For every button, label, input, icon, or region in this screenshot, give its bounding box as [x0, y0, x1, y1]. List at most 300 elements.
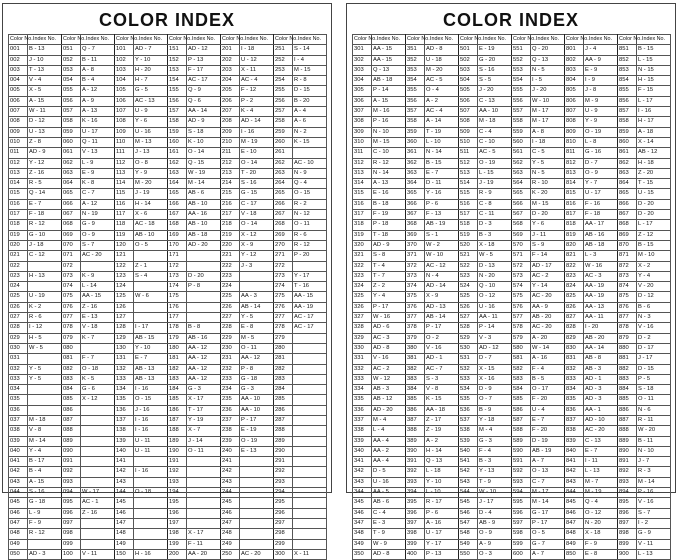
color-number-cell: 803 — [565, 65, 584, 75]
index-number-cell: M - 7 — [584, 477, 618, 487]
color-number-cell: 155 — [168, 86, 187, 96]
index-number-cell: K - 8 — [81, 179, 115, 189]
color-number-cell: 226 — [221, 302, 240, 312]
index-number-cell — [134, 518, 168, 528]
color-number-cell: 170 — [168, 240, 187, 250]
index-number-cell: Y - 7 — [584, 179, 618, 189]
index-number-cell: J - 8 — [584, 86, 618, 96]
index-number-cell: A - 14 — [425, 117, 459, 127]
index-number-cell: X - 9 — [240, 240, 274, 250]
index-number-cell — [187, 313, 221, 323]
color-number-cell: 004 — [9, 76, 28, 86]
table-row — [353, 251, 671, 261]
color-number-cell: 208 — [221, 117, 240, 127]
color-number-cell: 899 — [618, 539, 637, 549]
index-number-cell: A - 13 — [372, 179, 406, 189]
color-number-cell: 126 — [115, 302, 134, 312]
index-number-cell: Q - 9 — [187, 86, 221, 96]
index-number-cell: T - 16 — [293, 282, 327, 292]
color-number-cell: 061 — [62, 148, 81, 158]
color-number-cell: 302 — [353, 55, 372, 65]
color-number-cell: 253 — [274, 65, 293, 75]
index-number-cell: M - 4 — [372, 415, 406, 425]
index-number-cell: V - 4 — [28, 76, 62, 86]
color-number-cell: 050 — [9, 549, 28, 559]
index-number-cell: W - 6 — [134, 292, 168, 302]
table-row — [9, 333, 327, 343]
index-number-cell: U - 12 — [240, 55, 274, 65]
color-number-cell: 144 — [115, 488, 134, 498]
index-number-cell: O - 18 — [81, 364, 115, 374]
color-number-cell: 581 — [512, 354, 531, 364]
color-number-cell: 590 — [512, 446, 531, 456]
index-number-cell: O - 19 — [478, 158, 512, 168]
index-number-cell: AB - 14 — [240, 302, 274, 312]
index-number-cell: AD - 1 — [584, 374, 618, 384]
color-number-cell: 122 — [115, 261, 134, 271]
index-number-cell: W - 19 — [187, 168, 221, 178]
table-row — [9, 498, 327, 508]
color-number-cell: 011 — [9, 148, 28, 158]
color-number-cell: 537 — [459, 415, 478, 425]
index-number-cell: A - 2 — [425, 436, 459, 446]
color-number-cell: 020 — [9, 240, 28, 250]
index-number-cell: J - 10 — [28, 55, 62, 65]
color-number-cell: 188 — [168, 426, 187, 436]
index-number-cell: M - 13 — [134, 137, 168, 147]
color-number-cell: 323 — [353, 271, 372, 281]
index-number-cell — [293, 385, 327, 395]
color-number-cell: 169 — [168, 230, 187, 240]
color-number-cell: 294 — [274, 488, 293, 498]
color-number-cell: 022 — [9, 261, 28, 271]
color-number-cell: 331 — [353, 354, 372, 364]
index-number-cell: X - 5 — [28, 86, 62, 96]
color-number-cell: 298 — [274, 529, 293, 539]
color-number-cell: 095 — [62, 498, 81, 508]
color-number-cell: 318 — [353, 220, 372, 230]
index-number-cell: AD - 3 — [584, 385, 618, 395]
table-row — [353, 539, 671, 549]
index-number-cell: X - 7 — [187, 426, 221, 436]
color-number-cell: 897 — [618, 518, 637, 528]
color-number-cell: 846 — [565, 508, 584, 518]
color-number-cell: 289 — [274, 436, 293, 446]
index-number-cell: O - 11 — [240, 343, 274, 353]
table-row — [353, 498, 671, 508]
index-number-cell: G - 17 — [531, 508, 565, 518]
color-number-cell: 063 — [62, 168, 81, 178]
index-number-cell: K - 20 — [531, 189, 565, 199]
right-page — [346, 3, 676, 557]
color-number-cell: 877 — [618, 313, 637, 323]
index-number-cell: A - 9 — [478, 539, 512, 549]
index-number-cell: AD - 10 — [584, 415, 618, 425]
index-number-cell: Y - 9 — [584, 117, 618, 127]
color-number-cell: 268 — [274, 220, 293, 230]
index-number-cell: I - 20 — [584, 323, 618, 333]
color-number-cell: 242 — [221, 467, 240, 477]
table-row — [353, 107, 671, 117]
color-number-cell: 531 — [459, 354, 478, 364]
index-number-cell: P - 6 — [425, 508, 459, 518]
color-number-cell: 304 — [353, 76, 372, 86]
color-number-cell: 112 — [115, 158, 134, 168]
index-number-cell: D - 20 — [531, 210, 565, 220]
table-row — [9, 436, 327, 446]
index-number-cell: V - 11 — [81, 549, 115, 559]
color-number-cell: 080 — [62, 343, 81, 353]
index-number-cell: AD - 8 — [425, 45, 459, 55]
index-number-cell: E - 9 — [584, 65, 618, 75]
table-row — [9, 488, 327, 498]
color-number-cell: 026 — [9, 302, 28, 312]
color-number-cell: 198 — [168, 529, 187, 539]
index-number-cell: P - 17 — [372, 302, 406, 312]
index-number-cell: E - 7 — [584, 446, 618, 456]
color-number-cell: 282 — [274, 364, 293, 374]
color-number-cell: 174 — [168, 282, 187, 292]
table-row — [353, 137, 671, 147]
index-number-cell: G - 16 — [584, 148, 618, 158]
color-number-cell: 040 — [9, 446, 28, 456]
index-number-cell: AA - 12 — [187, 343, 221, 353]
index-number-cell: AD - 14 — [425, 282, 459, 292]
index-number-cell: AA - 14 — [584, 343, 618, 353]
index-number-cell: AC - 20 — [584, 426, 618, 436]
index-number-cell: L - 15 — [478, 168, 512, 178]
color-number-cell: 891 — [618, 457, 637, 467]
index-number-cell: R - 12 — [28, 220, 62, 230]
color-number-cell: 337 — [353, 415, 372, 425]
index-number-cell: G - 18 — [240, 374, 274, 384]
index-number-cell: AD - 20 — [187, 240, 221, 250]
color-number-cell: 546 — [459, 508, 478, 518]
index-number-cell: A - 2 — [425, 96, 459, 106]
index-number-cell: L - 14 — [81, 282, 115, 292]
index-number-cell: Q - 10 — [478, 282, 512, 292]
color-number-cell: 356 — [406, 96, 425, 106]
index-number-cell: E - 8 — [584, 549, 618, 559]
color-number-cell: 056 — [62, 96, 81, 106]
index-number-cell: F - 12 — [240, 86, 274, 96]
color-number-cell: 016 — [9, 199, 28, 209]
index-number-cell: X - 9 — [425, 292, 459, 302]
color-number-cell: 808 — [565, 117, 584, 127]
color-number-cell: 522 — [459, 261, 478, 271]
color-number-cell: 373 — [406, 271, 425, 281]
color-number-cell: 247 — [221, 518, 240, 528]
index-number-cell: A - 12 — [81, 86, 115, 96]
color-number-cell: 284 — [274, 385, 293, 395]
index-number-cell: P - 17 — [240, 415, 274, 425]
color-number-cell: 072 — [62, 261, 81, 271]
index-number-cell: O - 8 — [134, 158, 168, 168]
color-number-cell: 114 — [115, 179, 134, 189]
color-number-cell: 826 — [565, 302, 584, 312]
color-number-cell: 836 — [565, 405, 584, 415]
index-number-cell — [293, 148, 327, 158]
index-number-cell: E - 3 — [372, 518, 406, 528]
index-number-cell: AA - 13 — [584, 302, 618, 312]
color-number-cell: 037 — [9, 415, 28, 425]
index-number-cell: M - 19 — [240, 137, 274, 147]
table-row — [353, 374, 671, 384]
color-number-cell: 264 — [274, 179, 293, 189]
color-number-cell: 291 — [274, 457, 293, 467]
table-row — [353, 395, 671, 405]
index-number-cell: P - 2 — [240, 96, 274, 106]
color-number-cell: 162 — [168, 158, 187, 168]
index-number-cell: X - 12 — [240, 230, 274, 240]
color-number-cell: 894 — [618, 488, 637, 498]
color-number-cell: 855 — [618, 86, 637, 96]
index-number-cell — [134, 302, 168, 312]
index-number-cell — [187, 498, 221, 508]
index-number-cell: AA - 11 — [584, 313, 618, 323]
index-number-cell: AC - 5 — [478, 148, 512, 158]
index-number-cell: AD - 12 — [478, 343, 512, 353]
index-number-cell: Y - 6 — [134, 117, 168, 127]
index-number-cell: V - 16 — [637, 498, 671, 508]
index-number-cell: F - 16 — [584, 199, 618, 209]
table-row — [353, 343, 671, 353]
color-number-cell: 353 — [406, 65, 425, 75]
index-number-cell: AD - 12 — [187, 45, 221, 55]
index-number-cell: V - 16 — [425, 343, 459, 353]
color-number-cell: 074 — [62, 282, 81, 292]
index-number-cell: AD - 9 — [28, 148, 62, 158]
page-title: COLOR INDEX — [442, 10, 579, 30]
color-number-cell: 341 — [353, 457, 372, 467]
index-number-cell: AA - 1 — [584, 405, 618, 415]
color-number-cell: 135 — [115, 395, 134, 405]
index-number-cell — [293, 436, 327, 446]
index-number-cell: M - 14 — [531, 498, 565, 508]
index-number-cell: A - 8 — [81, 65, 115, 75]
index-number-cell: S - 18 — [187, 127, 221, 137]
color-number-cell: 178 — [168, 323, 187, 333]
color-number-cell: 013 — [9, 168, 28, 178]
color-number-cell: 835 — [565, 395, 584, 405]
color-number-cell: 577 — [512, 313, 531, 323]
color-number-cell: 265 — [274, 189, 293, 199]
index-number-cell: V - 18 — [240, 210, 274, 220]
index-number-cell: A - 18 — [637, 127, 671, 137]
index-number-cell: AD - 20 — [372, 405, 406, 415]
color-number-cell: 255 — [274, 86, 293, 96]
index-number-cell: I - 16 — [240, 127, 274, 137]
index-number-cell — [134, 539, 168, 549]
index-number-cell: T - 13 — [28, 65, 62, 75]
color-number-cell: 833 — [565, 374, 584, 384]
index-number-cell: G - 20 — [478, 55, 512, 65]
index-number-cell: U - 4 — [531, 405, 565, 415]
table-row — [9, 117, 327, 127]
table-row — [9, 313, 327, 323]
color-number-cell: 362 — [406, 158, 425, 168]
index-number-cell: D - 19 — [531, 436, 565, 446]
index-number-cell: C - 13 — [584, 436, 618, 446]
color-number-cell: 158 — [168, 117, 187, 127]
index-number-cell: V - 20 — [637, 282, 671, 292]
table-row — [9, 395, 327, 405]
index-number-cell — [187, 292, 221, 302]
index-number-cell: N - 20 — [584, 518, 618, 528]
index-number-cell: A - 16 — [425, 518, 459, 528]
color-number-cell: 309 — [353, 127, 372, 137]
index-number-cell: D - 13 — [478, 261, 512, 271]
color-number-cell: 271 — [274, 251, 293, 261]
index-number-cell: F - 19 — [372, 210, 406, 220]
index-number-cell: AC - 10 — [293, 158, 327, 168]
index-number-cell: A - 6 — [293, 117, 327, 127]
index-number-cell — [293, 333, 327, 343]
color-number-cell: 211 — [221, 148, 240, 158]
index-number-cell: Z - 1 — [134, 261, 168, 271]
index-number-cell: W - 5 — [478, 251, 512, 261]
index-number-cell: AB - 6 — [187, 189, 221, 199]
color-number-cell: 555 — [512, 86, 531, 96]
column-header: Index No. — [187, 35, 221, 45]
color-number-cell: 293 — [274, 477, 293, 487]
index-number-cell: Q - 13 — [372, 65, 406, 75]
color-number-cell: 351 — [406, 45, 425, 55]
color-number-cell: 384 — [406, 385, 425, 395]
index-number-cell — [81, 261, 115, 271]
index-number-cell: A - 8 — [531, 127, 565, 137]
color-number-cell: 528 — [459, 323, 478, 333]
color-number-cell: 824 — [565, 282, 584, 292]
color-number-cell: 152 — [168, 55, 187, 65]
color-number-cell: 568 — [512, 220, 531, 230]
index-number-cell: C - 10 — [372, 148, 406, 158]
index-number-cell: AD - 6 — [372, 323, 406, 333]
color-number-cell: 175 — [168, 292, 187, 302]
color-number-cell: 319 — [353, 230, 372, 240]
index-number-cell: N - 15 — [637, 65, 671, 75]
color-number-cell: 154 — [168, 76, 187, 86]
index-number-cell: J - 19 — [134, 189, 168, 199]
color-number-cell: 192 — [168, 467, 187, 477]
color-number-cell: 149 — [115, 539, 134, 549]
color-number-cell: 388 — [406, 426, 425, 436]
index-number-cell — [187, 488, 221, 498]
index-number-cell — [293, 467, 327, 477]
index-number-cell: H - 13 — [28, 271, 62, 281]
index-number-cell: A - 15 — [28, 477, 62, 487]
index-number-cell: L - 10 — [425, 488, 459, 498]
color-number-cell: 819 — [565, 230, 584, 240]
color-number-cell: 237 — [221, 415, 240, 425]
table-row — [353, 261, 671, 271]
index-number-cell: L - 3 — [584, 251, 618, 261]
index-number-cell: O - 19 — [240, 436, 274, 446]
page-title: COLOR INDEX — [98, 10, 235, 30]
color-number-cell: 850 — [565, 549, 584, 559]
color-number-cell: 382 — [406, 364, 425, 374]
color-number-cell: 542 — [459, 467, 478, 477]
index-number-cell: H - 16 — [134, 549, 168, 559]
index-number-cell: L - 8 — [584, 137, 618, 147]
color-number-cell: 221 — [221, 251, 240, 261]
color-number-cell: 324 — [353, 282, 372, 292]
color-number-cell: 165 — [168, 189, 187, 199]
index-number-cell: AB - 10 — [187, 220, 221, 230]
index-number-cell: U - 17 — [425, 529, 459, 539]
index-number-cell: A - 12 — [81, 199, 115, 209]
column-header: Index No. — [81, 35, 115, 45]
index-number-cell: K - 16 — [81, 117, 115, 127]
color-number-cell: 300 — [274, 549, 293, 559]
color-number-cell: 843 — [565, 477, 584, 487]
index-number-cell: F - 18 — [584, 210, 618, 220]
index-number-cell: E - 9 — [81, 168, 115, 178]
color-number-cell: 065 — [62, 189, 81, 199]
index-number-cell: I - 2 — [637, 518, 671, 528]
color-number-cell: 540 — [459, 446, 478, 456]
color-number-cell: 107 — [115, 107, 134, 117]
index-number-cell: B - 4 — [81, 76, 115, 86]
color-number-cell: 880 — [618, 343, 637, 353]
table-row — [353, 333, 671, 343]
index-number-cell: AA - 4 — [372, 436, 406, 446]
color-number-cell: 078 — [62, 323, 81, 333]
index-number-cell: O - 14 — [240, 220, 274, 230]
color-number-cell: 232 — [221, 364, 240, 374]
table-row — [353, 168, 671, 178]
color-number-cell: 526 — [459, 302, 478, 312]
color-number-cell: 104 — [115, 76, 134, 86]
index-number-cell: AA - 14 — [187, 107, 221, 117]
index-number-cell: A - 13 — [81, 107, 115, 117]
index-number-cell: N - 5 — [531, 168, 565, 178]
color-number-cell: 550 — [459, 549, 478, 559]
color-number-cell: 816 — [565, 199, 584, 209]
color-number-cell: 529 — [459, 333, 478, 343]
color-number-cell: 523 — [459, 271, 478, 281]
index-number-cell: L - 17 — [637, 96, 671, 106]
color-number-cell: 194 — [168, 488, 187, 498]
index-number-cell: AB - 3 — [584, 364, 618, 374]
index-number-cell: O - 9 — [584, 168, 618, 178]
color-number-cell: 057 — [62, 107, 81, 117]
left-page — [2, 3, 332, 557]
table-row — [9, 446, 327, 456]
table-row — [353, 313, 671, 323]
color-number-cell: 886 — [618, 405, 637, 415]
index-number-cell: D - 7 — [584, 158, 618, 168]
index-number-cell: C - 7 — [81, 189, 115, 199]
index-number-cell: R - 12 — [28, 529, 62, 539]
color-number-cell: 001 — [9, 45, 28, 55]
index-number-cell: B - 6 — [637, 302, 671, 312]
color-number-cell: 214 — [221, 179, 240, 189]
color-number-cell: 503 — [459, 65, 478, 75]
color-number-cell: 532 — [459, 364, 478, 374]
index-number-cell: AB - 16 — [187, 333, 221, 343]
index-number-cell: I - 17 — [134, 323, 168, 333]
table-row — [353, 477, 671, 487]
index-number-cell: O - 19 — [584, 127, 618, 137]
index-number-cell: M - 5 — [240, 333, 274, 343]
color-number-cell: 092 — [62, 467, 81, 477]
index-number-cell: H - 15 — [637, 76, 671, 86]
color-number-cell: 328 — [353, 323, 372, 333]
table-row — [353, 529, 671, 539]
index-number-cell: W - 5 — [28, 343, 62, 353]
color-number-cell: 089 — [62, 436, 81, 446]
